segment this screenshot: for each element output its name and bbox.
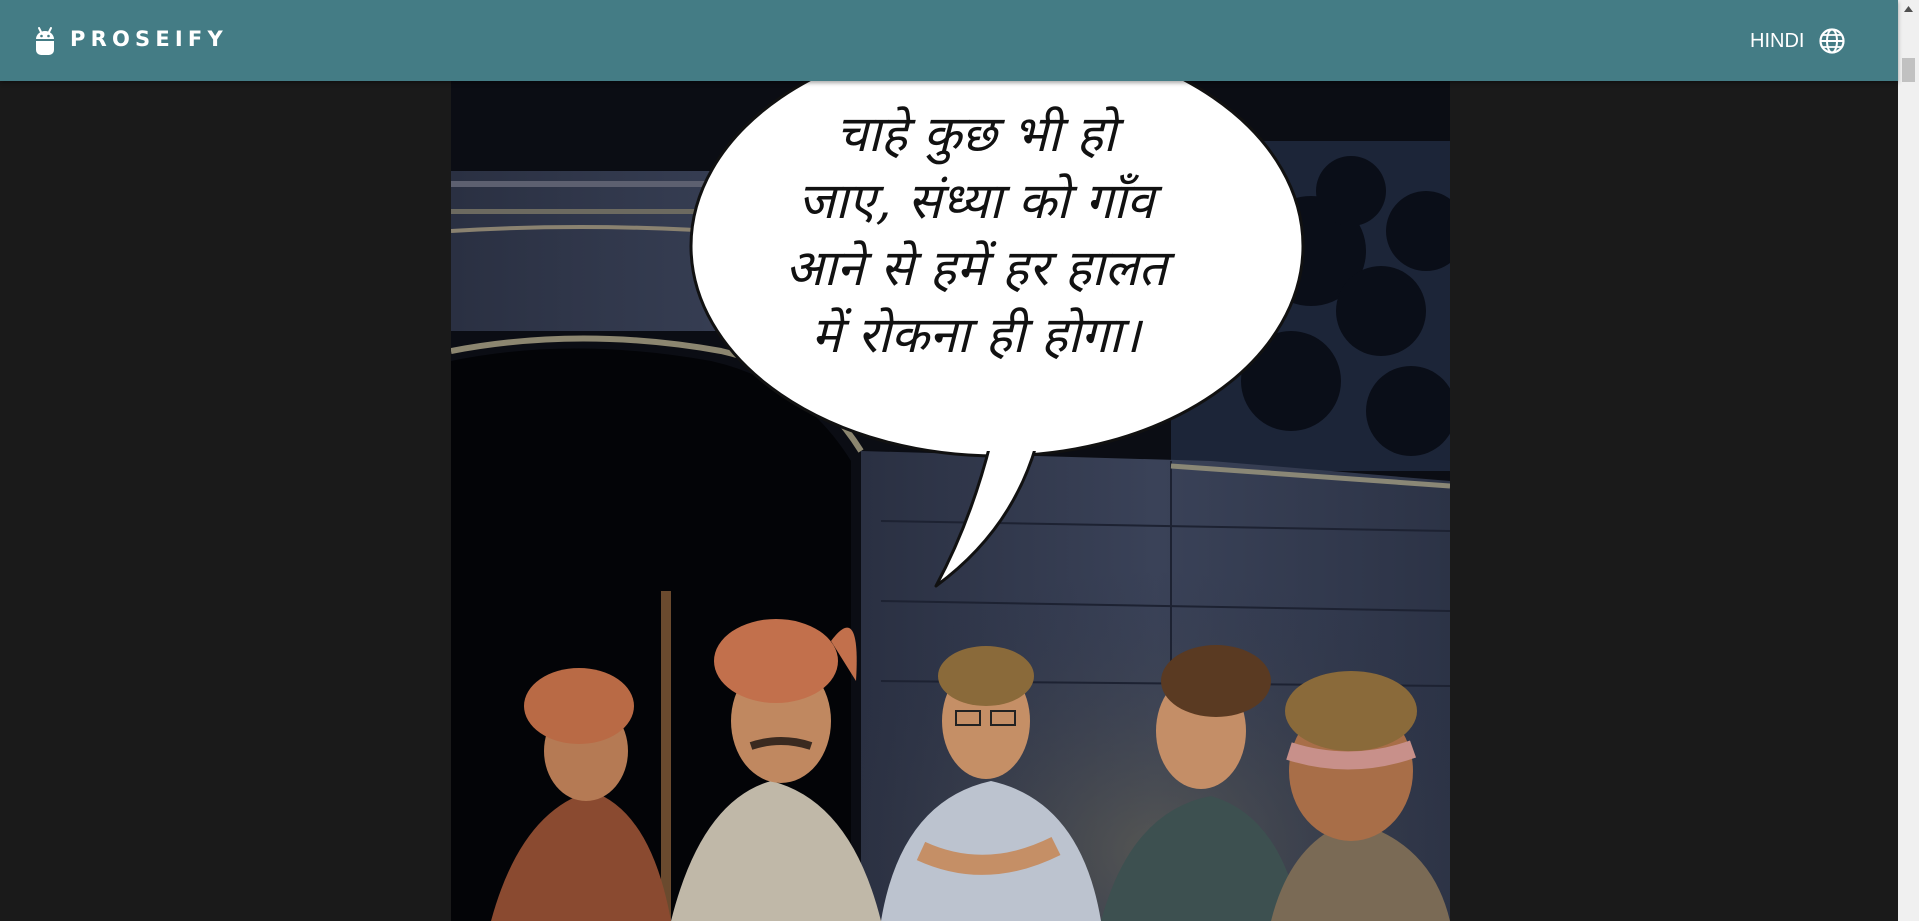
globe-icon[interactable] — [1818, 27, 1846, 55]
brand-title[interactable]: PROSEIFY — [70, 27, 228, 51]
scroll-up-arrow-icon[interactable] — [1898, 0, 1919, 17]
reader-content — [0, 81, 1898, 921]
scrollbar-thumb[interactable] — [1902, 58, 1915, 82]
app-bar — [0, 0, 1898, 81]
android-icon[interactable] — [33, 26, 57, 56]
comic-panel — [451, 81, 1450, 921]
speech-bubble-text: चाहे कुछ भी हो जाए, संध्या को गाँव आने से हमें हर हालत में रोकना ही होगा। — [785, 105, 1167, 364]
language-label[interactable]: HINDI — [1750, 29, 1805, 52]
scrollbar[interactable] — [1898, 0, 1919, 921]
language-selector[interactable] — [1750, 18, 1846, 64]
